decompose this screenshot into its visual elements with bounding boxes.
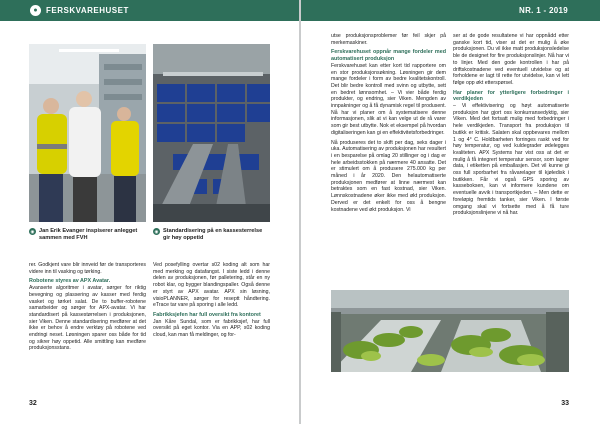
right-col1-intro: utse produksjonsproblemer før feil skjer på merkemaskiner.	[331, 33, 446, 46]
issue-number: NR. 1 - 2019	[519, 6, 568, 15]
right-page-number: 33	[561, 400, 569, 407]
section-marker-icon: ●	[30, 5, 41, 16]
left-header-bar	[0, 0, 299, 21]
camera-icon: ◉	[30, 229, 35, 234]
right-header-bar	[301, 0, 600, 21]
photo2-caption-text: Standardisering på en kassesterrelse gir høy oppetid	[163, 228, 263, 241]
right-page	[301, 0, 600, 424]
left-col2-heading: Fabrikksjefen har full oversikt fra kontoret	[153, 311, 261, 318]
photo2-caption	[153, 228, 270, 242]
right-column-1	[331, 33, 446, 216]
left-page-number: 32	[29, 400, 37, 407]
photo-crates	[153, 44, 270, 222]
left-column-2	[153, 262, 270, 342]
left-col2-body: Ved posefylling overtar s02 koding alt som har med merking og datafangst. I siste ledd i denne delen av produksjonen, før palletering, står en ny robot klar, og bygger blandingspaller. Også denne er styrt av APX avatar. APX sin løsning, visioPLANNER, sørger for reseptt håndtering. eTrace tar vare på sporing i alle ledd.	[153, 262, 270, 309]
photo-salad-line	[331, 290, 569, 372]
left-page	[0, 0, 299, 424]
left-col1-heading: Robotene styres av APX Avatar.	[29, 278, 111, 285]
section-title: FERSKVAREHUSET	[46, 6, 129, 15]
right-col2-heading: Har planer for ytterligere forbedringer i verdikjeden	[453, 89, 569, 103]
left-col1-intro: rer. Godkjent vare blir innveid før de transporteres videre inn til vasking og tørking.	[29, 262, 146, 275]
left-column-1	[29, 262, 146, 355]
right-col2-p1: ser at de gode resultatene vi har oppnådd etter ganske kort tid, viser at det er mulig å øke produksjonen. Du vil ikke matt produksjonsledelse ble de designet for fire produksjonslinjer. Nå har vi to linjer. Med den gode kontrollen i har på driftskostnadene ved eventuell utvidelse og at forholdene er lagt til rette for utvidelse, kan vi lett følge opp økt etterspørsel.	[453, 33, 569, 86]
photo1-caption	[29, 228, 146, 242]
right-col1-p1: Ferskvarehuset kan etter kort tid rapportere om en stor produksjonsøkning. Løsningen gir dem mange fordeler i form av bedre kvalitetskontroll. Det blir bedre kontroll med svinn og utbytte, sett en bedret lønnsomhet. – Vi vier både ferdig produkter, og endring, sier Viken. Mengden av innpakninger og å få dynamisk regel til produsent. Nå har vi planer om å systematisere denne informasjonen, slik at vi kan velge ut de rå varer som gir best utbytte. Nok et eksempel på hvordan digitaliseringen kan gi en effektivitetsforbedringer.	[331, 62, 446, 136]
right-col1-p2: Nå produseres det to skift per dag, seks dager i uka. Automatisering av produksjonen har resultert i en besparelse på omlag 20 stillinger og i dag er hele arbeidsstokken på nærmere 40 ansatte. Det er stimulert om å produsere 275.000 kg per måned i år 2020. Den helautomatiserte produksjonen medfører at linne nærmest kan betraktes som en fast kostnad, sier Viken. Lønnskostnadene øker ikke med økt produksjon. Derved er det enkelt for oss å bengne kostnadene ved økt produksjon. Vi	[331, 139, 446, 213]
right-col1-heading: Ferskvarehuset oppnår mange fordeler med automatisert produksjon	[331, 49, 446, 63]
right-col2-p2: – Vi effektivisering og høyt automatiserte produksjon har gjort oss konkurransedyktig, sier Viken. Med det fortsatt mulig med forbedringer i hele verdikjeden. Transport fra produksjon til butikk er kritisk. Salaten skal oppbevares mellom 1 og 4° C. Holdbarheten forringes raskt ved for høy temperatur, og ved kuldegrader ødelegges kvaliteten. APX Systems har vist oss at det er mulig å få integrert temperatur sensor, som lagrer data, i etiketten på emballasjen. Det vil kunne gi oss full sporbarhet fra råvarelager til kjøledisk i butikken. Får vi også GPS sporing av kasseboksen, kan vi informere kundene om eventuelle avvik i transportkjeden. – Men dette er foreløpig fremtids tanker, sier Viken. I første omgang skal vi fortsette med å få ture produksjonslinjene vi nå har.	[453, 103, 569, 217]
left-col1-body: Avanserte algoritmer i avatar, sørger for riktig bevegning og plassering av kasser med ferdig vasket og tørket salat. De to buffer-robotene samarbeider og sørger for APX-avatar. Vi har standardisert på kassestørrelsen i produksjonen, sier Viken. Denne standardisering medfører at det ikke er behov å endre verktøy på robotene ved endringi neset. Løsningen sparer oss både for tid og sikrer høy oppetid. Alle smittling kan medføre produksjonsstans.	[29, 285, 146, 352]
left-col2-tail: Jan Kåre Sundal, som er fabrikksjef, har full oversikt på eget kontor. Via en APP, s02 koding cloud, kan man få meldinger, og for-	[153, 318, 270, 339]
photo1-caption-text: Jan Erik Evanger inspiserer anlegget sammen med FVH	[39, 228, 138, 241]
right-column-2	[453, 33, 569, 220]
camera-icon: ◉	[154, 229, 159, 234]
photo-inspection	[29, 44, 146, 222]
